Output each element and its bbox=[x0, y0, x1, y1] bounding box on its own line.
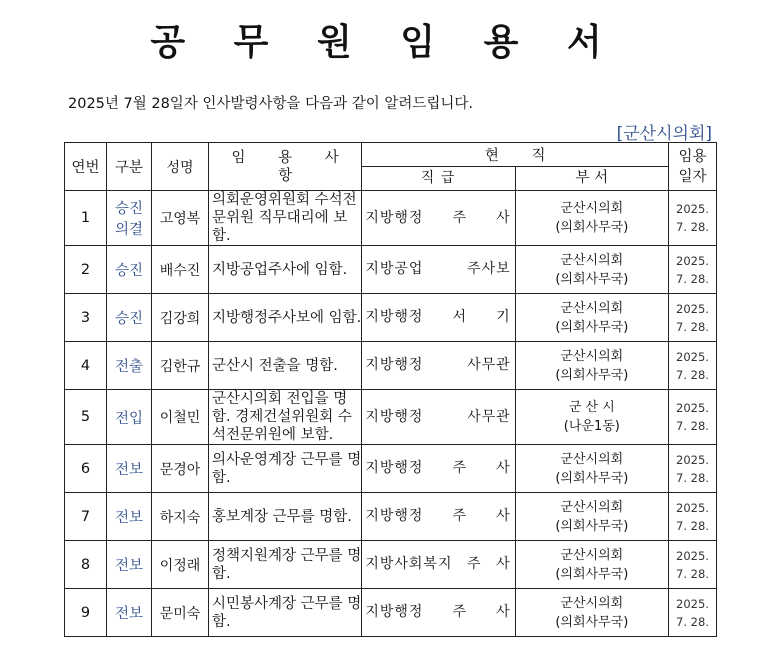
header-date bbox=[669, 143, 717, 191]
row-dept bbox=[515, 541, 668, 589]
row-dept-line: 군산시의회 bbox=[560, 451, 624, 467]
row-date-line: 2025. bbox=[676, 349, 709, 364]
row-name: 이철민 bbox=[152, 390, 209, 445]
header-date-line2: 일자 bbox=[678, 168, 707, 185]
row-name: 문미숙 bbox=[152, 589, 209, 637]
row-date-line: 2025. bbox=[676, 301, 709, 316]
row-dept-line: 군산시의회 bbox=[560, 348, 624, 364]
row-type: 전보 bbox=[107, 541, 152, 589]
row-type: 승진 의결 bbox=[107, 191, 152, 246]
row-date-line: 2025. bbox=[676, 202, 709, 216]
row-rank: 지방공업 주사보 bbox=[362, 246, 515, 294]
row-rank: 지방행정 사무관 bbox=[362, 390, 515, 445]
row-rank: 지방사회복지 주 사 bbox=[362, 541, 515, 589]
row-date-line: 7. 28. bbox=[676, 220, 709, 234]
row-type: 전보 bbox=[107, 445, 152, 493]
row-date-line: 2025. bbox=[676, 500, 709, 515]
row-date-line: 7. 28. bbox=[676, 566, 709, 581]
row-desc: 시민봉사계장 근무를 명함. bbox=[209, 589, 362, 637]
row-dept-line: (의회사무국) bbox=[555, 319, 629, 335]
row-date bbox=[669, 342, 717, 390]
row-date-line: 2025. bbox=[676, 253, 709, 268]
header-rank: 직 급 bbox=[362, 167, 515, 191]
row-date-line: 7. 28. bbox=[676, 319, 709, 334]
row-date-line: 2025. bbox=[676, 596, 709, 611]
row-type: 전출 bbox=[107, 342, 152, 390]
row-dept bbox=[515, 191, 668, 246]
row-dept-line: (나운1동) bbox=[563, 419, 620, 434]
row-dept-line: 군산시의회 bbox=[560, 595, 624, 611]
table-row bbox=[65, 342, 717, 390]
row-rank: 지방행정 주 사 bbox=[362, 191, 515, 246]
row-dept-line: (의회사무국) bbox=[555, 271, 629, 287]
document-title: 공 무 원 임 용 서 bbox=[150, 22, 620, 63]
table-row bbox=[65, 541, 717, 589]
row-date-line: 7. 28. bbox=[676, 518, 709, 533]
organization-label: [군산시의회] bbox=[616, 124, 712, 144]
table-row bbox=[65, 246, 717, 294]
row-no: 6 bbox=[65, 445, 107, 493]
table-row bbox=[65, 191, 717, 246]
row-dept-line: 군산시의회 bbox=[560, 201, 624, 216]
row-no: 8 bbox=[65, 541, 107, 589]
row-date bbox=[669, 493, 717, 541]
row-date-line: 7. 28. bbox=[676, 367, 709, 382]
table-row bbox=[65, 493, 717, 541]
row-dept-line: (의회사무국) bbox=[555, 566, 629, 582]
row-type: 전보 bbox=[107, 589, 152, 637]
header-type: 구분 bbox=[107, 143, 152, 191]
row-rank: 지방행정 서 기 bbox=[362, 294, 515, 342]
row-dept bbox=[515, 246, 668, 294]
row-desc: 정책지원계장 근무를 명함. bbox=[209, 541, 362, 589]
row-date-line: 2025. bbox=[676, 548, 709, 563]
row-date bbox=[669, 191, 717, 246]
row-dept-line: (의회사무국) bbox=[555, 367, 629, 383]
row-date-line: 2025. bbox=[676, 401, 709, 415]
row-desc: 지방공업주사에 임함. bbox=[209, 246, 362, 294]
header-name: 성명 bbox=[152, 143, 209, 191]
row-rank: 지방행정 주 사 bbox=[362, 589, 515, 637]
row-name: 문경아 bbox=[152, 445, 209, 493]
row-dept bbox=[515, 294, 668, 342]
row-no: 5 bbox=[65, 390, 107, 445]
row-dept-line: 군산시의회 bbox=[560, 547, 624, 563]
row-date bbox=[669, 294, 717, 342]
header-current: 현 직 bbox=[362, 143, 669, 167]
table-row bbox=[65, 294, 717, 342]
row-type: 전입 bbox=[107, 390, 152, 445]
row-dept bbox=[515, 342, 668, 390]
row-date bbox=[669, 445, 717, 493]
row-dept bbox=[515, 493, 668, 541]
row-date bbox=[669, 589, 717, 637]
row-dept bbox=[515, 445, 668, 493]
row-date bbox=[669, 390, 717, 445]
row-dept-line: (의회사무국) bbox=[555, 614, 629, 630]
header-desc: 임 용 사 항 bbox=[209, 143, 362, 191]
row-date bbox=[669, 541, 717, 589]
row-no: 2 bbox=[65, 246, 107, 294]
row-no: 9 bbox=[65, 589, 107, 637]
row-rank: 지방행정 사무관 bbox=[362, 342, 515, 390]
row-desc: 군산시의회 전입을 명함. 경제건설위원회 수석전문위원에 보함. bbox=[209, 390, 362, 445]
row-dept-line: 군산시의회 bbox=[560, 300, 624, 316]
table-body bbox=[65, 191, 717, 637]
table-row bbox=[65, 390, 717, 445]
row-date-line: 7. 28. bbox=[676, 419, 709, 433]
row-dept-line: 군 산 시 bbox=[568, 400, 615, 415]
row-desc: 지방행정주사보에 임함. bbox=[209, 294, 362, 342]
header-date-line1: 임용 bbox=[678, 148, 707, 165]
row-dept-line: 군산시의회 bbox=[560, 252, 624, 268]
row-date-line: 7. 28. bbox=[676, 271, 709, 286]
header-no: 연번 bbox=[65, 143, 107, 191]
intro-text: 2025년 7월 28일자 인사발령사항을 다음과 같이 알려드립니다. bbox=[68, 96, 473, 112]
row-desc: 의회운영위원회 수석전문위원 직무대리에 보함. bbox=[209, 191, 362, 246]
row-desc: 군산시 전출을 명함. bbox=[209, 342, 362, 390]
row-no: 7 bbox=[65, 493, 107, 541]
row-name: 고영복 bbox=[152, 191, 209, 246]
row-no: 3 bbox=[65, 294, 107, 342]
appointment-table bbox=[64, 142, 717, 637]
row-date-line: 7. 28. bbox=[676, 470, 709, 485]
row-desc: 의사운영계장 근무를 명함. bbox=[209, 445, 362, 493]
row-no: 1 bbox=[65, 191, 107, 246]
row-dept-line: (의회사무국) bbox=[555, 220, 629, 235]
row-dept bbox=[515, 390, 668, 445]
row-name: 배수진 bbox=[152, 246, 209, 294]
header-dept: 부 서 bbox=[515, 167, 668, 191]
row-dept-line: 군산시의회 bbox=[560, 499, 624, 515]
row-dept-line: (의회사무국) bbox=[555, 470, 629, 486]
row-rank: 지방행정 주 사 bbox=[362, 493, 515, 541]
row-name: 이정래 bbox=[152, 541, 209, 589]
row-dept-line: (의회사무국) bbox=[555, 518, 629, 534]
row-no: 4 bbox=[65, 342, 107, 390]
row-name: 김한규 bbox=[152, 342, 209, 390]
row-dept bbox=[515, 589, 668, 637]
row-date-line: 2025. bbox=[676, 452, 709, 467]
row-date-line: 7. 28. bbox=[676, 614, 709, 629]
table-row bbox=[65, 589, 717, 637]
row-name: 하지숙 bbox=[152, 493, 209, 541]
row-date bbox=[669, 246, 717, 294]
row-desc: 홍보계장 근무를 명함. bbox=[209, 493, 362, 541]
row-type: 승진 bbox=[107, 246, 152, 294]
row-type: 전보 bbox=[107, 493, 152, 541]
row-type: 승진 bbox=[107, 294, 152, 342]
table-row bbox=[65, 445, 717, 493]
row-name: 김강희 bbox=[152, 294, 209, 342]
row-rank: 지방행정 주 사 bbox=[362, 445, 515, 493]
